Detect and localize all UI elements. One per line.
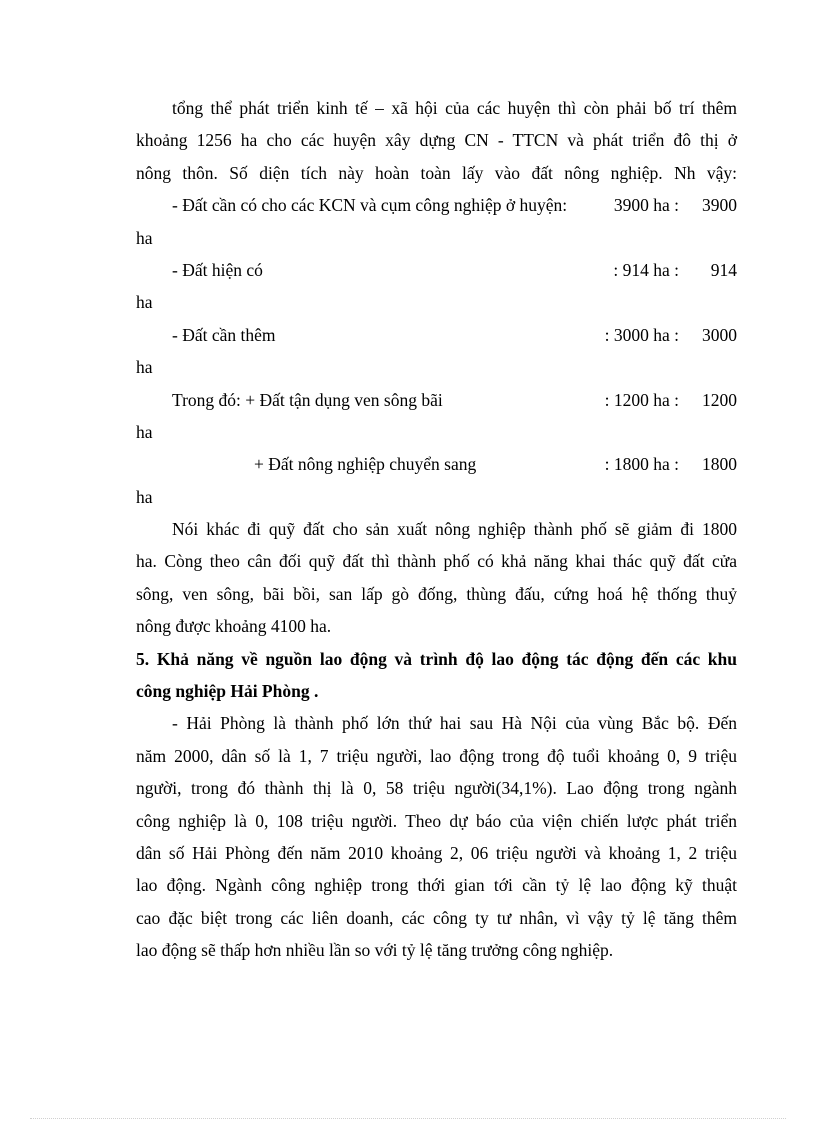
land-row-required xyxy=(136,189,737,221)
section-heading: công nghiệp Hải Phòng . xyxy=(136,681,319,702)
land-row-riverbank xyxy=(136,384,737,416)
page-bottom-rule xyxy=(30,1118,786,1119)
paragraph-line: lao động sẽ thấp hơn nhiều lần so với tỷ lệ tăng trưởng công nghiệp. xyxy=(136,940,614,961)
row-label: - Đất cần thêm xyxy=(172,324,276,345)
page-body xyxy=(136,92,737,967)
paragraph-line: năm 2000, dân số là 1, 7 triệu người, lao động trong độ tuổi khoảng 0, 9 triệu xyxy=(136,745,737,766)
paragraph-line: ha. Còng theo cân đối quỹ đất thì thành phố có khả năng khai thác quỹ đất cửa xyxy=(136,551,737,572)
row-unit: ha xyxy=(136,486,153,507)
row-label: - Đất cần có cho các KCN và cụm công nghiệp ở huyện: xyxy=(172,195,568,216)
paragraph-line: công nghiệp là 0, 108 triệu người. Theo dự báo của viện chiến lược phát triển xyxy=(136,810,737,831)
row-value-repeat: 914 xyxy=(710,259,737,280)
row-unit: ha xyxy=(136,357,153,378)
row-value-repeat: 1200 xyxy=(702,389,737,410)
row-unit: ha xyxy=(136,292,153,313)
paragraph-line: nông được khoảng 4100 ha. xyxy=(136,616,332,637)
paragraph-line: dân số Hải Phòng đến năm 2010 khoảng 2, 06 triệu người và khoảng 1, 2 triệu xyxy=(136,842,737,863)
row-unit: ha xyxy=(136,227,153,248)
row-value: 3900 ha : xyxy=(613,195,679,216)
row-value-repeat: 3000 xyxy=(702,324,737,345)
row-label: Trong đó: + Đất tận dụng ven sông bãi xyxy=(172,389,443,410)
land-row-existing xyxy=(136,254,737,286)
paragraph-line: lao động. Ngành công nghiệp trong thới gian tới cần tỷ lệ lao động kỹ thuật xyxy=(136,875,737,896)
row-value-repeat: 1800 xyxy=(702,454,737,475)
land-row-converted xyxy=(136,448,737,480)
paragraph-line: sông, ven sông, bãi bồi, san lấp gò đống, thùng đấu, cứng hoá hệ thống thuỷ xyxy=(136,583,737,604)
row-value-repeat: 3900 xyxy=(702,195,737,216)
row-value: : 3000 ha : xyxy=(604,324,679,345)
paragraph-line: - Hải Phòng là thành phố lớn thứ hai sau Hà Nội của vùng Bắc bộ. Đến xyxy=(172,713,737,734)
row-label: - Đất hiện có xyxy=(172,259,263,280)
paragraph-line: cao đặc biệt trong các liên doanh, các công ty tư nhân, vì vậy tỷ lệ tăng thêm xyxy=(136,907,737,928)
paragraph-line: tổng thể phát triển kinh tế – xã hội của các huyện thì còn phải bố trí thêm xyxy=(172,98,737,118)
paragraph-line: Nói khác đi quỹ đất cho sản xuất nông nghiệp thành phố sẽ giảm đi 1800 xyxy=(172,519,737,540)
row-value: : 914 ha : xyxy=(613,259,679,280)
land-row-additional xyxy=(136,319,737,351)
row-unit: ha xyxy=(136,421,153,442)
row-value: : 1800 ha : xyxy=(604,454,679,475)
paragraph-line: người, trong đó thành thị là 0, 58 triệu người(34,1%). Lao động trong ngành xyxy=(136,778,737,799)
paragraph-line: nông thôn. Số diện tích này hoàn toàn lấy vào đất nông nghiệp. Nh vậy: xyxy=(136,162,737,183)
row-label: + Đất nông nghiệp chuyển sang xyxy=(254,454,477,475)
section-heading: 5. Khả năng về nguồn lao động và trình độ lao động tác động đến các khu xyxy=(136,648,737,669)
row-value: : 1200 ha : xyxy=(604,389,679,410)
paragraph-line: khoảng 1256 ha cho các huyện xây dựng CN - TTCN và phát triển đô thị ở xyxy=(136,130,737,151)
